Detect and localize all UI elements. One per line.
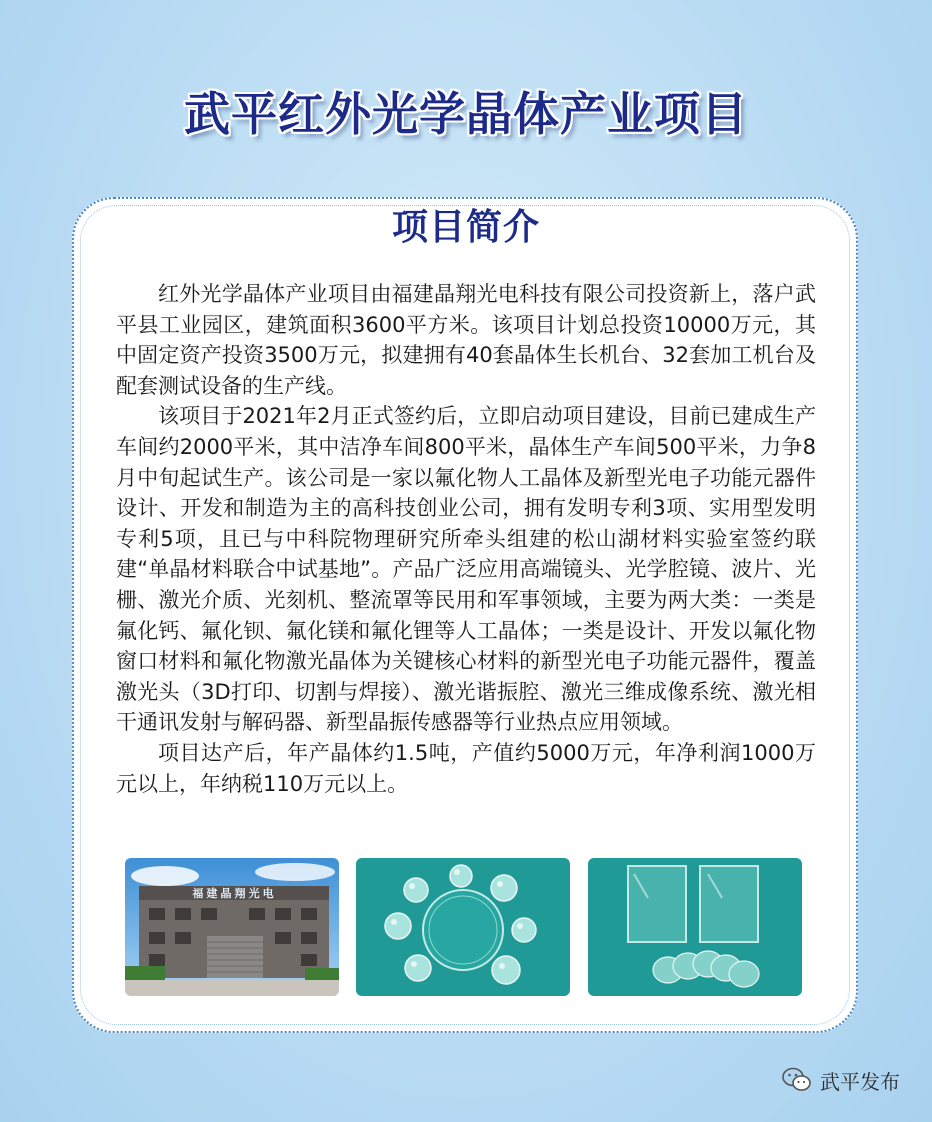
intro-paragraph-3: 项目达产后，年产晶体约1.5吨，产值约5000万元，年净利润1000万元以上，年纳税110万元以上。 <box>116 740 816 796</box>
crystal-windows-photo <box>588 858 802 996</box>
intro-paragraph-1: 红外光学晶体产业项目由福建晶翔光电科技有限公司投资新上，落户武平县工业园区，建筑面积3600平方米。该项目计划总投资10000万元，其中固定资产投资3500万元，拟建拥有40套晶体生长机台、32套加工机台及配套测试设备的生产线。 <box>116 282 816 398</box>
wechat-icon <box>782 1067 812 1093</box>
factory-sign-text: 福 建 晶 翔 光 电 <box>192 888 274 900</box>
factory-building-photo <box>125 858 339 996</box>
optical-lenses-photo <box>356 858 570 996</box>
card-title: 项目简介 <box>391 206 540 248</box>
intro-paragraph-2: 该项目于2021年2月正式签约后，立即启动项目建设，目前已建成生产车间约2000平米，其中洁净车间800平米，晶体生产车间500平米，力争8月中旬起试生产。该公司是一家以氟化物人工晶体及新型光电子功能元器件设计、开发和制造为主的高科技创业公司，拥有发明专利3项、实用型发明专利5项，且已与中科院物理研究所牵头组建的松山湖材料实验室签约联建“单晶材料联合中试基地”。产品广泛应用高端镜头、光学腔镜、波片、光栅、激光介质、光刻机、整流罩等民用和军事领域，主要为两大类：一类是氟化钙、氟化钡、氟化镁和氟化锂等人工晶体；一类是设计、开发以氟化物窗口材料和氟化物激光晶体为关键核心材料的新型光电子功能元器件，覆盖激光头（3D打印、切割与焊接）、激光谐振腔、激光三维成像系统、激光相干通讯发射与解码器、新型晶振传感器等行业热点应用领域。 <box>116 404 816 735</box>
watermark-text: 武平发布 <box>820 1069 900 1094</box>
intro-text <box>116 279 816 799</box>
watermark <box>782 1065 900 1095</box>
page-title: 武平红外光学晶体产业项目 <box>184 87 748 141</box>
